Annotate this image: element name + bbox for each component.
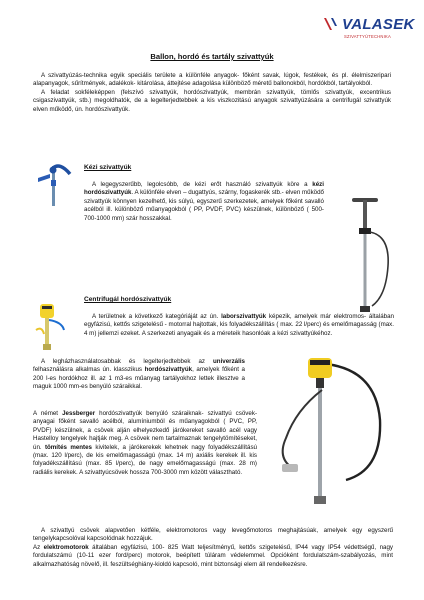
drive-paragraph: A szivattyú csövek alapvetően kétféle, elektromotoros vagy levegőmotoros meghajtásúak, amelyek egy egyszerű tengelykapcsolóval kapcsolódnak hozzájuk.	[33, 527, 393, 543]
manual-pump-image	[30, 160, 74, 208]
jessberger-text-c: hordószivattyúk benyúló száraiknak- szivattyú csövek- anyagai főként savalló acélból, alumíniumból és műanyagokból ( PVC, PP, PVDF) készülnek, a csövek alján elhelyezkedő járókereket savalló acél vagy Hastelloy tengelyek hajtják meg. A csövek nem tartalmaznak tengelytömítéseket, ún.	[33, 410, 257, 451]
manual-pumps-heading: Kézi szivattyúk	[84, 164, 132, 171]
company-logo	[322, 14, 414, 48]
universal-text-e: , amelyek főként a 200 l-es hordókhoz ill. az 1 m3-es műanyag tartályokhoz lettek illesztve a maguk 1000 mm-es benyúló száraikkal.	[33, 366, 245, 391]
universal-text-a: A legházhasználatosabbak és legelterjedtebbek az	[41, 358, 214, 365]
jessberger-text-a: A német	[33, 410, 63, 417]
universal-pumps-paragraph	[33, 358, 245, 392]
drum-pump-icon	[256, 350, 396, 510]
manual-pumps-text	[84, 181, 324, 223]
logo-mark-icon	[322, 16, 340, 34]
lab-pump-image	[28, 300, 70, 352]
universal-text-bold-1: univerzális	[213, 358, 245, 365]
logo-tagline: SZIVATTYÚTECHNIKA	[344, 34, 391, 39]
universal-text-bold-2: hordószivattyúk	[144, 366, 193, 374]
electric-motor-paragraph	[33, 544, 393, 569]
lab-pumps-paragraph	[84, 313, 394, 338]
manual-text-a: A legegyszerűbb, legolcsóbb, de kézi erőt használó szivattyúk köre a	[92, 181, 313, 188]
lab-text-bold: laborszivattyúk	[221, 313, 267, 320]
drum-pump-image	[256, 350, 396, 510]
manual-text-c: . A különféle elven – dugattyús, szárny, fogaskerék stb.- elven működő szivattyúk könnyen kezelhető, kis súlyú, egyszerű szerkezetek, amelyek főként savalló acélból ill. különböző műanyagokból ( PP, PVDF, PVC) készülnek, különböző ( 500-700-1000 mm) szár hosszakkal.	[84, 189, 324, 222]
motor-text-a: Az	[33, 543, 44, 551]
jessberger-paragraph	[33, 410, 257, 477]
motor-text-c: általában egyfázisú, 100- 825 Watt teljesítményű, kettős szigetelésű, IP44 vagy IP54 védettségű, nagy fordulatszámú (10-11 ezer ford/perc) motorok, beépített túláram védelemmel. Opcióként fordulatszám-szabályozás, mint alkalmazhatóság növelő, ill. feszültséghiány-kioldó kapcsoló, mint biztonsági elem áll rendelkezésre.	[33, 543, 393, 568]
intro-paragraph-2: A feladat sokféleképpen (felszívó szivattyúk, hordószivattyúk, membrán szivattyúk, tömlős szivattyúk, excentrikus csigaszivattyúk, stb.) megoldhatók, de a legelterjedtebbek a kis viszkozitású anyagok szivattyúzására a centrifugál szivattyúk elven működő, ún. hordószivattyúk.	[33, 88, 391, 113]
page-title: Ballon, hordó és tartály szivattyúk	[150, 52, 274, 61]
lab-pump-icon	[28, 300, 70, 352]
intro-paragraph-1: A szivattyúzás-technika egyik speciális területe a különféle anyagok- főként savak, lúgok, festékek, és pl. élelmiszeripari alapanyagok, sűrítmények, adalékok- kitárolása, áttejtése adagolása különböző méretű ballonokból, hordókból, tartályokból.	[33, 72, 391, 88]
jessberger-text-e: kivitelek, a járókerekek lehetnek nagy folyadékszállítású (max. 120 l/perc), de kis emelőmagasságú (max. 14 m) axiális kerekek ill. kis folyadékszállítású (max. 85 l/perc), de nagy emelőmagasságú (max. 28 m) radiális kerekek. A szivattyúcsövek hossza 700-3000 mm között választható.	[33, 443, 257, 476]
jessberger-pumps-text	[33, 410, 257, 477]
lab-pumps-text	[84, 313, 394, 338]
universal-text-c: felhasználásra alkalmas ún. klasszikus	[33, 366, 145, 374]
hand-pump-icon	[30, 160, 74, 208]
lab-text-a: A területnek a következő kategóriáját az ún.	[92, 313, 222, 320]
t-handle-pump-image	[342, 196, 396, 314]
jessberger-text-bold-1: Jessberger	[62, 410, 96, 417]
motor-text	[33, 527, 393, 569]
intro-section	[33, 72, 391, 114]
logo-name: VALASEK	[342, 16, 415, 33]
manual-text-bold: kézi hordószivattyúk	[84, 181, 324, 197]
lab-text-c: képezik, amelyek már elektromos- általában egyfázisú, kettős szigetelésű - motorral hajtottak, kis folyadékszállítás ( max. 22 l/perc) és emelőmagasság (max. 4 m) jellemzi ezeket. A szerkezeti anyagaik és a méreteik hasonlóak a kézi szivattyúkéhoz.	[84, 313, 394, 337]
motor-text-bold: elektromotorok	[43, 543, 89, 551]
manual-pumps-paragraph	[84, 181, 324, 223]
universal-pumps-text	[33, 358, 245, 392]
centrifugal-pumps-heading: Centrifugál hordószivattyúk	[84, 296, 172, 303]
jessberger-text-bold-2: tömítés mentes	[44, 443, 93, 451]
t-handle-pump-icon	[342, 196, 396, 314]
